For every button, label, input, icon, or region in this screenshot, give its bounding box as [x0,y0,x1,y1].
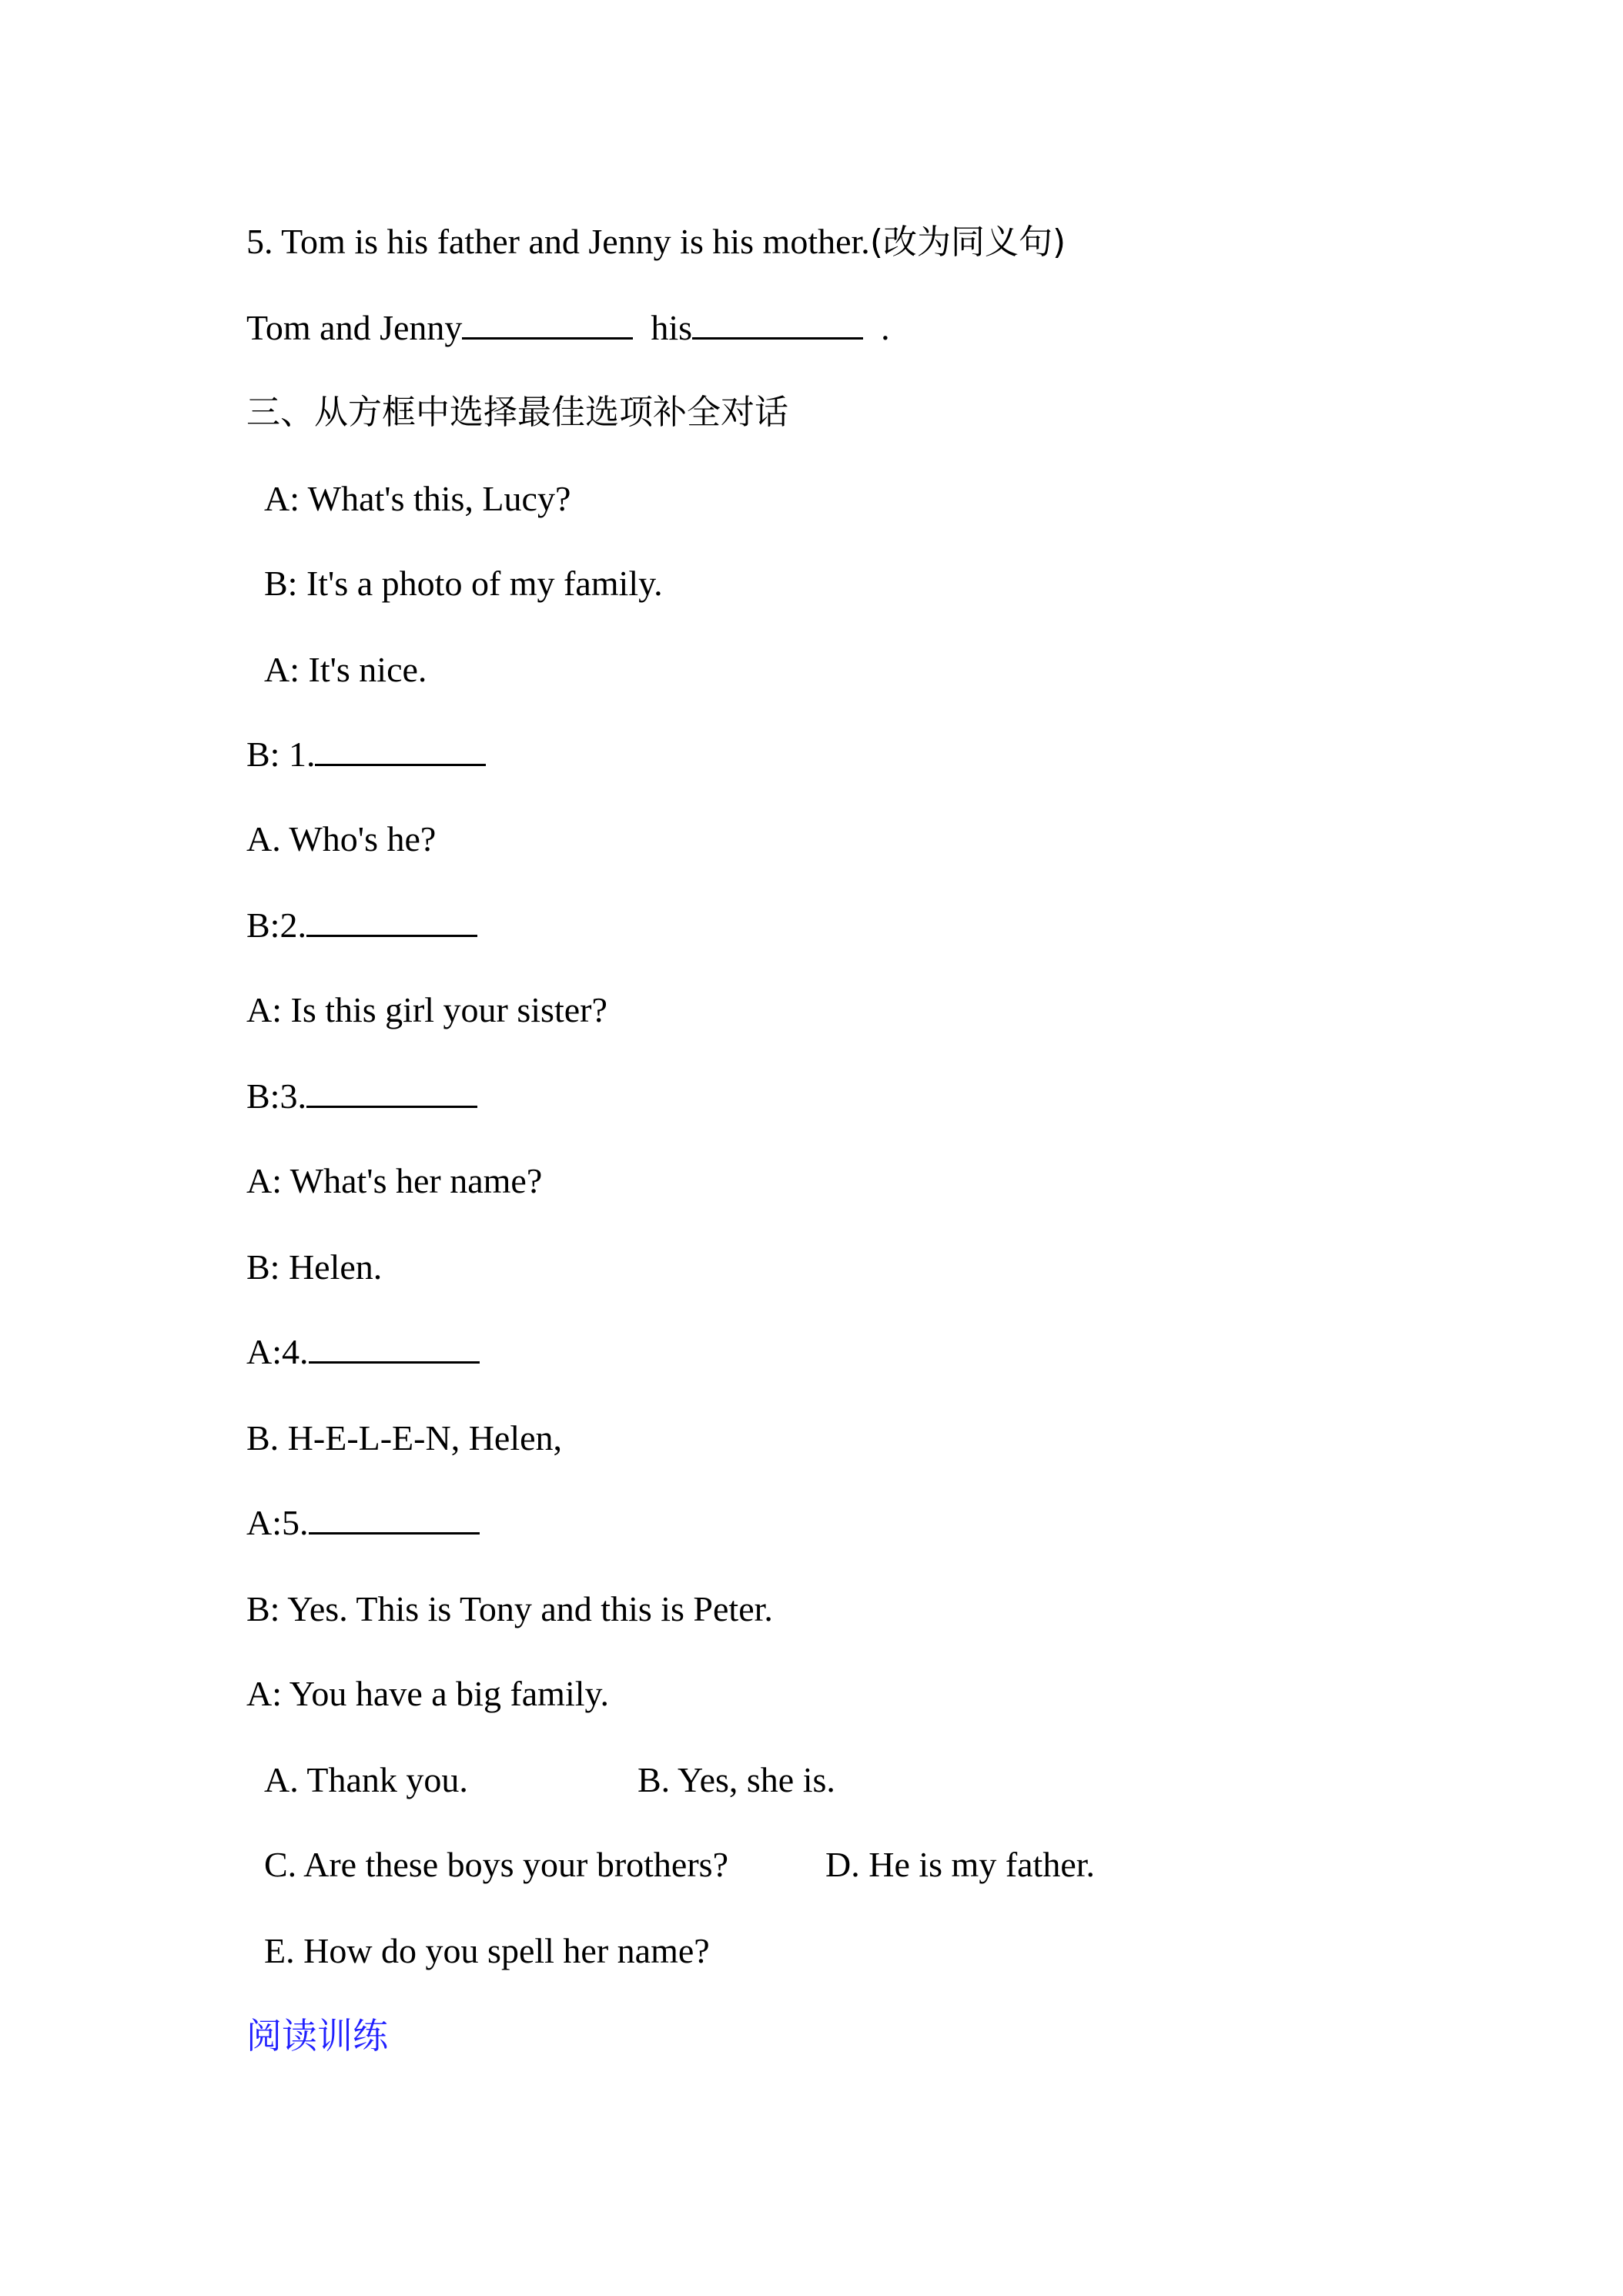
option-e: E. How do you spell her name? [264,1931,710,1970]
option-a: A. Thank you. [264,1760,468,1799]
option-d: D. He is my father. [825,1845,1096,1884]
dialogue-line-2: B: It's a photo of my family. [264,564,663,603]
dialogue-line-10: B: Helen. [246,1247,383,1287]
option-b: B. Yes, she is. [637,1760,835,1799]
q5-prompt [246,220,1066,264]
dialogue-line-12: B. H-E-L-E-N, Helen, [246,1418,563,1458]
dialogue-line-7: A: Is this girl your sister? [246,990,607,1029]
option-c: C. Are these boys your brothers? [264,1845,728,1884]
q5-prompt-en: 5. Tom is his father and Jenny is his mother. [246,222,870,261]
q5-prompt-cn: (改为同义句) [869,223,1066,262]
dialogue-blank-3[interactable] [306,1075,477,1108]
dialogue-blank-5[interactable] [309,1501,480,1535]
dialogue-line-5: A. Who's he? [246,819,437,858]
dialogue-line-9: A: What's her name? [246,1161,543,1200]
dialogue-line-8-text: B:3. [246,1076,306,1116]
dialogue-line-11-text: A:4. [246,1332,309,1371]
dialogue-blank-1[interactable] [315,733,486,766]
dialogue-line-15: A: You have a big family. [246,1674,610,1713]
dialogue-blank-2[interactable] [306,904,477,937]
dialogue-line-13 [246,1501,480,1545]
dialogue-line-14: B: Yes. This is Tony and this is Peter. [246,1589,773,1628]
dialogue-blank-4[interactable] [309,1330,480,1364]
dialogue-line-6 [246,904,477,947]
q5-blank-1[interactable] [462,306,633,340]
dialogue-line-6-text: B:2. [246,905,306,945]
q5-answer-mid: his [651,308,693,347]
dialogue-line-3: A: It's nice. [264,650,427,689]
dialogue-line-11 [246,1330,480,1374]
dialogue-line-1: A: What's this, Lucy? [264,479,571,518]
section3-title: 三、从方框中选择最佳选项补全对话 [246,393,788,432]
reading-title: 阅读训练 [246,2015,388,2057]
dialogue-line-13-text: A:5. [246,1503,309,1542]
dialogue-line-4 [246,733,486,776]
dialogue-line-4-text: B: 1. [246,735,316,774]
q5-answer-prefix: Tom and Jenny [246,308,463,347]
dialogue-line-8 [246,1075,477,1118]
q5-blank-2[interactable] [692,306,863,340]
q5-answer-end: . [881,308,890,347]
q5-answer-line [246,306,890,350]
